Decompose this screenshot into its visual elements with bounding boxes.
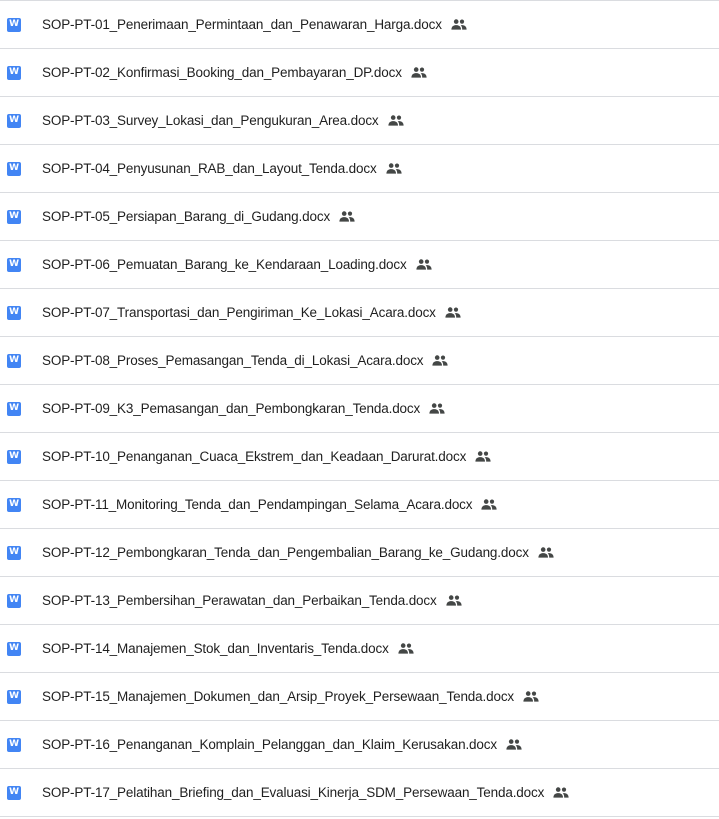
word-doc-icon (7, 594, 21, 608)
file-name[interactable]: SOP-PT-05_Persiapan_Barang_di_Gudang.docx (42, 209, 331, 224)
file-name-wrap (42, 97, 404, 144)
word-doc-icon (7, 354, 21, 368)
word-doc-icon-letter: W (9, 307, 19, 317)
file-name-wrap (42, 481, 497, 528)
file-name-wrap (42, 529, 554, 576)
file-name[interactable]: SOP-PT-04_Penyusunan_RAB_dan_Layout_Tenda.docx (42, 161, 377, 176)
word-doc-icon-letter: W (9, 499, 19, 509)
word-doc-icon (7, 450, 21, 464)
word-doc-icon (7, 162, 21, 176)
word-doc-icon-letter: W (9, 67, 19, 77)
word-doc-icon (7, 546, 21, 560)
file-name[interactable]: SOP-PT-03_Survey_Lokasi_dan_Pengukuran_Area.docx (42, 113, 379, 128)
file-name-wrap (42, 193, 355, 240)
file-row-07[interactable] (0, 289, 719, 337)
file-name-wrap (42, 49, 427, 96)
shared-people-icon (451, 19, 467, 31)
file-name-wrap (42, 769, 569, 816)
file-row-13[interactable] (0, 577, 719, 625)
file-row-03[interactable] (0, 97, 719, 145)
file-name[interactable]: SOP-PT-14_Manajemen_Stok_dan_Inventaris_Tenda.docx (42, 641, 389, 656)
file-name-wrap (42, 673, 539, 720)
file-name[interactable]: SOP-PT-15_Manajemen_Dokumen_dan_Arsip_Proyek_Persewaan_Tenda.docx (42, 689, 515, 704)
word-doc-icon-letter: W (9, 787, 19, 797)
word-doc-icon (7, 18, 21, 32)
file-name[interactable]: SOP-PT-12_Pembongkaran_Tenda_dan_Pengembalian_Barang_ke_Gudang.docx (42, 545, 529, 560)
shared-people-icon (481, 499, 497, 511)
word-doc-icon (7, 402, 21, 416)
word-doc-icon-letter: W (9, 643, 19, 653)
file-name[interactable]: SOP-PT-08_Proses_Pemasangan_Tenda_di_Lokasi_Acara.docx (42, 353, 424, 368)
word-doc-icon (7, 66, 21, 80)
shared-people-icon (432, 355, 448, 367)
file-name[interactable]: SOP-PT-13_Pembersihan_Perawatan_dan_Perbaikan_Tenda.docx (42, 593, 437, 608)
shared-people-icon (506, 739, 522, 751)
file-name-wrap (42, 241, 432, 288)
file-name-wrap (42, 337, 448, 384)
word-doc-icon-letter: W (9, 547, 19, 557)
word-doc-icon-letter: W (9, 115, 19, 125)
file-name[interactable]: SOP-PT-01_Penerimaan_Permintaan_dan_Penawaran_Harga.docx (42, 17, 442, 32)
shared-people-icon (398, 643, 414, 655)
word-doc-icon-letter: W (9, 163, 19, 173)
file-name[interactable]: SOP-PT-16_Penanganan_Komplain_Pelanggan_dan_Klaim_Kerusakan.docx (42, 737, 497, 752)
word-doc-icon (7, 738, 21, 752)
word-doc-icon-letter: W (9, 211, 19, 221)
word-doc-icon (7, 258, 21, 272)
file-name-wrap (42, 289, 461, 336)
file-name-wrap (42, 625, 414, 672)
file-name-wrap (42, 1, 467, 48)
word-doc-icon-letter: W (9, 451, 19, 461)
word-doc-icon (7, 210, 21, 224)
shared-people-icon (339, 211, 355, 223)
word-doc-icon-letter: W (9, 355, 19, 365)
word-doc-icon (7, 306, 21, 320)
file-row-14[interactable] (0, 625, 719, 673)
file-name[interactable]: SOP-PT-06_Pemuatan_Barang_ke_Kendaraan_Loading.docx (42, 257, 407, 272)
file-row-01[interactable] (0, 1, 719, 49)
file-row-10[interactable] (0, 433, 719, 481)
file-row-06[interactable] (0, 241, 719, 289)
shared-people-icon (538, 547, 554, 559)
file-name[interactable]: SOP-PT-09_K3_Pemasangan_dan_Pembongkaran_Tenda.docx (42, 401, 421, 416)
file-name-wrap (42, 721, 522, 768)
word-doc-icon-letter: W (9, 739, 19, 749)
file-name-wrap (42, 577, 462, 624)
shared-people-icon (475, 451, 491, 463)
word-doc-icon-letter: W (9, 19, 19, 29)
file-row-16[interactable] (0, 721, 719, 769)
word-doc-icon (7, 114, 21, 128)
file-name[interactable]: SOP-PT-10_Penanganan_Cuaca_Ekstrem_dan_Keadaan_Darurat.docx (42, 449, 467, 464)
file-row-15[interactable] (0, 673, 719, 721)
word-doc-icon (7, 786, 21, 800)
file-row-08[interactable] (0, 337, 719, 385)
word-doc-icon-letter: W (9, 259, 19, 269)
file-name[interactable]: SOP-PT-07_Transportasi_dan_Pengiriman_Ke_Lokasi_Acara.docx (42, 305, 436, 320)
word-doc-icon (7, 642, 21, 656)
word-doc-icon (7, 498, 21, 512)
file-name-wrap (42, 145, 402, 192)
shared-people-icon (411, 67, 427, 79)
word-doc-icon-letter: W (9, 595, 19, 605)
file-row-04[interactable] (0, 145, 719, 193)
shared-people-icon (523, 691, 539, 703)
file-name-wrap (42, 433, 491, 480)
shared-people-icon (416, 259, 432, 271)
file-row-17[interactable] (0, 769, 719, 817)
shared-people-icon (446, 595, 462, 607)
word-doc-icon (7, 690, 21, 704)
word-doc-icon-letter: W (9, 403, 19, 413)
shared-people-icon (429, 403, 445, 415)
file-name[interactable]: SOP-PT-17_Pelatihan_Briefing_dan_Evaluasi_Kinerja_SDM_Persewaan_Tenda.docx (42, 785, 545, 800)
shared-people-icon (386, 163, 402, 175)
file-name-wrap (42, 385, 445, 432)
file-name[interactable]: SOP-PT-11_Monitoring_Tenda_dan_Pendampingan_Selama_Acara.docx (42, 497, 473, 512)
file-row-12[interactable] (0, 529, 719, 577)
shared-people-icon (388, 115, 404, 127)
file-row-05[interactable] (0, 193, 719, 241)
shared-people-icon (553, 787, 569, 799)
file-name[interactable]: SOP-PT-02_Konfirmasi_Booking_dan_Pembayaran_DP.docx (42, 65, 402, 80)
file-row-09[interactable] (0, 385, 719, 433)
file-row-02[interactable] (0, 49, 719, 97)
word-doc-icon-letter: W (9, 691, 19, 701)
shared-people-icon (445, 307, 461, 319)
file-row-11[interactable] (0, 481, 719, 529)
